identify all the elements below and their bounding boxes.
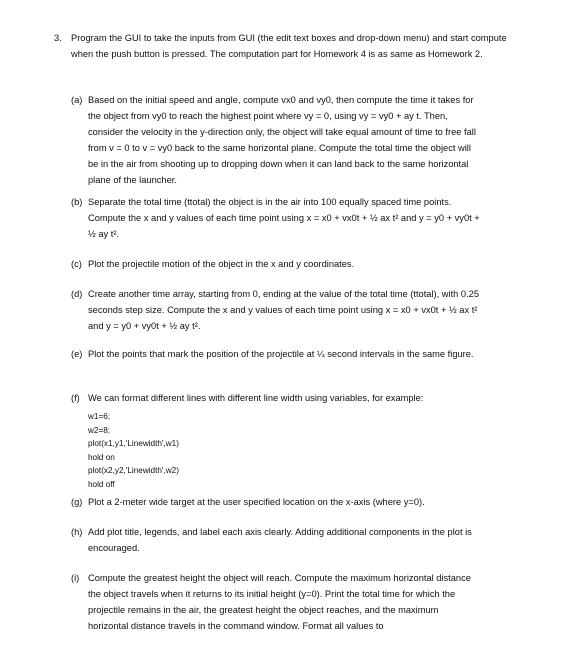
item-text: Plot the points that mark the position of the projectile at ¼ second intervals in the same figure. bbox=[88, 349, 474, 359]
item-text: Plot the projectile motion of the object in the x and y coordinates. bbox=[88, 259, 355, 269]
code-block bbox=[88, 410, 481, 491]
item-text: Compute the greatest height the object will reach. Compute the maximum horizontal distance the object travels when it returns to its initial height (y=0). Print the total time for which the projectile remains in the air, the greatest height the object reaches, and the maximum horizontal distance travels in the command window. Format all values to bbox=[88, 573, 471, 631]
item-text: Plot a 2-meter wide target at the user specified location on the x-axis (where y=0). bbox=[88, 497, 425, 507]
item-label: (d) bbox=[71, 289, 83, 299]
item-text: We can format different lines with different line width using variables, for example: bbox=[88, 393, 424, 403]
code-line: w1=6; bbox=[88, 412, 111, 421]
code-line: w2=8; bbox=[88, 425, 111, 435]
item-text: Add plot title, legends, and label each axis clearly. Adding additional components in the plot is encouraged. bbox=[88, 527, 472, 553]
item-label: (h) bbox=[71, 527, 83, 537]
code-line: hold on bbox=[88, 452, 115, 462]
item-d bbox=[71, 286, 481, 334]
item-c bbox=[71, 256, 481, 272]
item-f bbox=[71, 390, 481, 491]
item-i bbox=[71, 570, 481, 634]
item-label: (i) bbox=[71, 573, 80, 583]
code-line: plot(x2,y2,'Linewidth',w2) bbox=[88, 466, 179, 475]
item-text: Create another time array, starting from 0, ending at the value of the total time (ttotal), with 0.25 seconds step size. Compute the x and y values of each time point using x = x0 + vx0t + ½ ax t² and y = y0 + vy0t + ½ ay t². bbox=[88, 289, 480, 331]
item-h bbox=[71, 524, 481, 556]
question-3 bbox=[54, 30, 509, 62]
question-number: 3. bbox=[54, 33, 62, 43]
item-g bbox=[71, 494, 481, 510]
item-label: (b) bbox=[71, 197, 83, 207]
item-a bbox=[71, 92, 481, 188]
item-text: Separate the total time (ttotal) the object is in the air into 100 equally spaced time points. Compute the x and y values of each time point using x = x0 + vx0t + ½ ax t² and y = y0 + vy0t + ½ ay t². bbox=[88, 197, 480, 239]
item-label: (f) bbox=[71, 393, 80, 403]
code-line: plot(x1,y1,'Linewidth',w1) bbox=[88, 439, 179, 448]
question-text: Program the GUI to take the inputs from GUI (the edit text boxes and drop-down menu) and start compute when the push button is pressed. The computation part for Homework 4 is as same as Homework 2. bbox=[71, 33, 507, 59]
item-label: (e) bbox=[71, 349, 83, 359]
item-label: (c) bbox=[71, 259, 82, 269]
item-label: (g) bbox=[71, 497, 83, 507]
code-line: hold off bbox=[88, 479, 115, 489]
item-text: Based on the initial speed and angle, compute vx0 and vy0, then compute the time it takes for the object from vy0 to reach the highest point where vy = 0, using vy = vy0 + ay t. Then, consider the velocity in the y-direction only, the object will take equal amount of time to free fall from v = 0 to v = vy0 back to the same horizontal plane. Compute the total time the object will be in the air from shooting up to dropping down when it can land back to the same horizontal plane of the launcher. bbox=[88, 95, 476, 185]
item-b bbox=[71, 194, 481, 242]
item-label: (a) bbox=[71, 95, 83, 105]
item-e bbox=[71, 346, 481, 362]
